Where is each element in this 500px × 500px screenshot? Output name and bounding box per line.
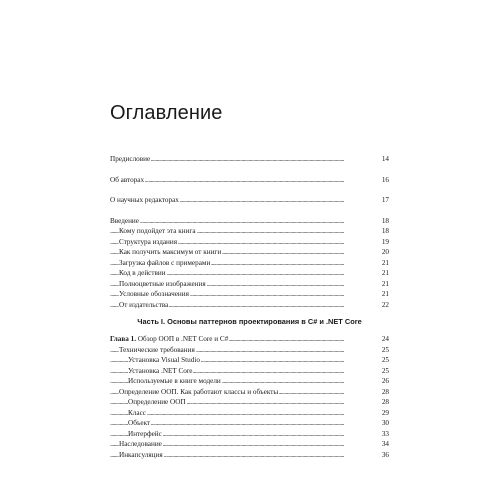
toc-page-number: 34 — [381, 440, 389, 448]
toc-entry-label: Предисловие — [110, 155, 151, 163]
toc-page-number: 33 — [381, 429, 389, 438]
toc-entry[interactable] — [110, 175, 389, 186]
toc-page-number: 16 — [381, 175, 389, 184]
toc-entry-label: Полноцветные изображения — [119, 279, 206, 288]
toc-entry[interactable] — [110, 300, 389, 311]
toc-entry[interactable] — [110, 345, 389, 356]
toc-page-number: 21 — [381, 290, 389, 298]
toc-chapter-row[interactable] — [110, 334, 389, 345]
toc-entry-label: От издательства — [119, 300, 169, 309]
toc-entry-label: Определение ООП. Как работают классы и объекты — [119, 387, 279, 396]
page-title: Оглавление — [110, 102, 223, 124]
toc-page-number: 20 — [381, 248, 389, 256]
toc-page-number: 24 — [381, 335, 389, 343]
toc-entry[interactable] — [110, 439, 389, 450]
toc-entry-label: Введение — [110, 216, 139, 225]
toc-page-number: 36 — [381, 450, 389, 459]
toc-page-number: 30 — [381, 419, 389, 427]
toc-entry[interactable] — [110, 450, 389, 461]
toc-entry[interactable] — [110, 429, 389, 440]
toc-chapter-entries — [110, 345, 389, 461]
toc-front-matter — [110, 154, 389, 310]
toc-entry[interactable] — [110, 268, 389, 279]
toc-entry-label: Используемые в книге модели — [128, 377, 221, 385]
toc-entry[interactable] — [110, 418, 389, 429]
toc-page-number: 21 — [381, 269, 389, 277]
toc-entry-label: Наследование — [119, 440, 162, 448]
toc-entry[interactable] — [110, 355, 389, 366]
toc-entry-label: Код в действии — [119, 269, 166, 277]
toc-entry[interactable] — [110, 279, 389, 290]
toc-entry-label: О научных редакторах — [110, 196, 179, 204]
toc-page-number: 21 — [381, 258, 389, 267]
toc-entry-label: Об авторах — [110, 175, 145, 184]
toc-entry-label: Установка Visual Studio — [128, 356, 200, 364]
toc-entry[interactable] — [110, 258, 389, 269]
toc-entry[interactable] — [110, 237, 389, 248]
toc-entry-label: Инкапсуляция — [119, 450, 163, 459]
toc-entry-label: Как получить максимум от книги — [119, 248, 222, 256]
toc-page-number: 26 — [381, 377, 389, 385]
toc-entry-label: Интерфейс — [128, 429, 162, 438]
part-heading: Часть I. Основы паттернов проектирования в C# и .NET Core — [137, 317, 362, 326]
toc-page-number: 18 — [381, 216, 389, 225]
toc-entry[interactable] — [110, 226, 389, 237]
toc-entry[interactable] — [110, 247, 389, 258]
table-of-contents — [110, 154, 389, 460]
toc-entry[interactable] — [110, 408, 389, 419]
toc-entry-label: Загрузка файлов с примерами — [119, 258, 211, 267]
toc-page-number: 25 — [381, 366, 389, 375]
toc-entry[interactable] — [110, 387, 389, 398]
toc-page-number: 18 — [381, 227, 389, 235]
toc-entry[interactable] — [110, 366, 389, 377]
toc-page-number: 29 — [381, 408, 389, 417]
toc-page-number: 17 — [381, 196, 389, 204]
toc-entry-label: Объект — [128, 419, 151, 427]
toc-entry-label: Кому подойдет эта книга — [119, 227, 196, 235]
toc-entry-label: Условные обозначения — [119, 290, 189, 298]
toc-entry[interactable] — [110, 195, 389, 206]
toc-page-number: 22 — [381, 300, 389, 309]
toc-entry[interactable] — [110, 397, 389, 408]
toc-page-number: 25 — [381, 345, 389, 354]
toc-page-number: 28 — [381, 398, 389, 406]
toc-entry[interactable] — [110, 216, 389, 227]
toc-entry[interactable] — [110, 289, 389, 300]
toc-chapter-label: Глава 1. Обзор ООП в .NET Core и C# — [110, 335, 229, 343]
toc-entry-label: Технические требования — [119, 345, 195, 354]
toc-entry-label: Класс — [128, 408, 146, 417]
toc-page-number: 21 — [381, 279, 389, 288]
toc-page-number: 28 — [381, 387, 389, 396]
toc-page-number: 19 — [381, 237, 389, 246]
toc-entry-label: Определение ООП — [128, 398, 186, 406]
toc-entry-label: Установка .NET Core — [128, 366, 193, 375]
toc-entry-label: Структура издания — [119, 237, 178, 246]
toc-entry[interactable] — [110, 376, 389, 387]
toc-page-number: 14 — [381, 155, 389, 163]
toc-page-number: 25 — [381, 356, 389, 364]
toc-entry[interactable] — [110, 154, 389, 165]
